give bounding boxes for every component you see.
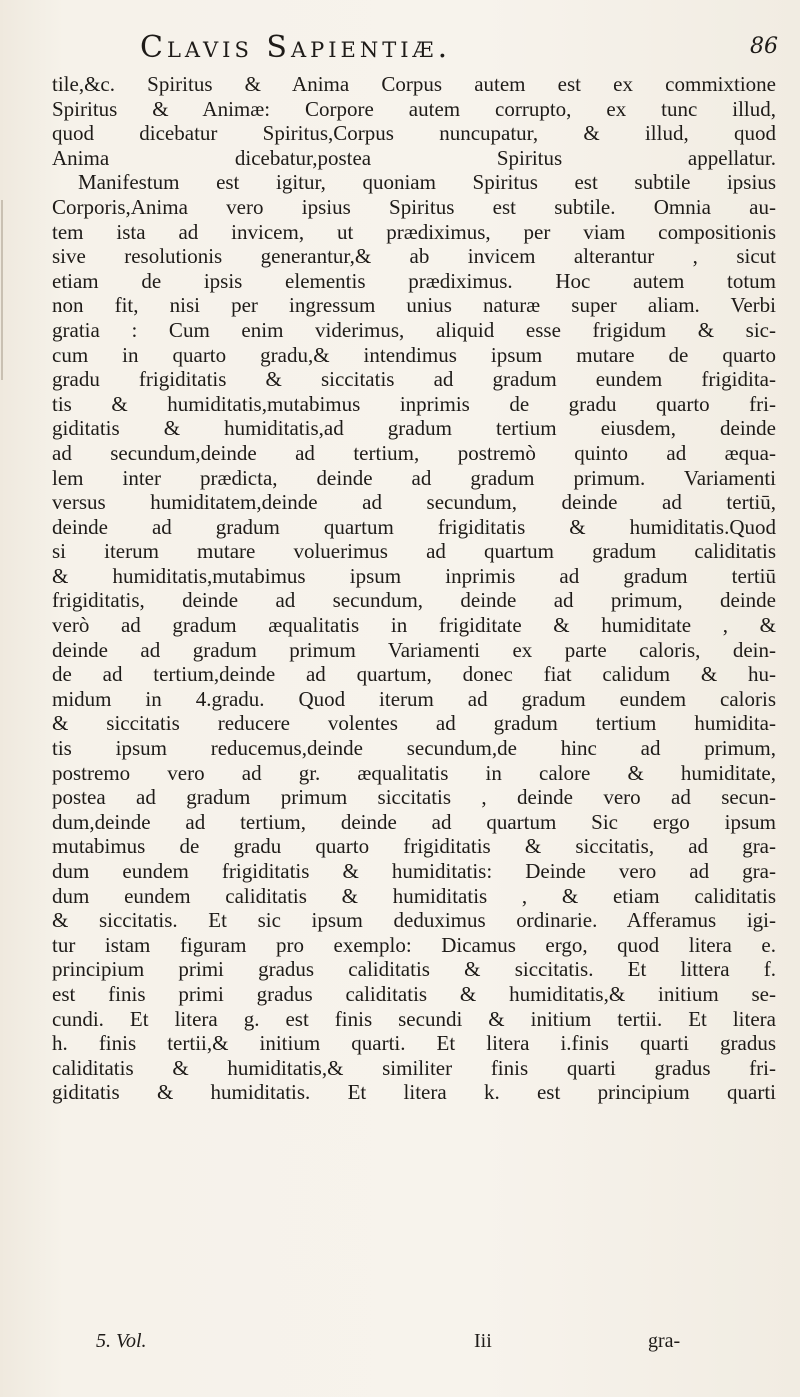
running-title: Clavis Sapientiæ. <box>140 30 452 65</box>
text-line: Manifestum est igitur, quoniam Spiritus est subtile ipsius <box>78 170 776 195</box>
text-line: tis ipsum reducemus,deinde secundum,de hinc ad primum, <box>52 736 776 761</box>
text-line: midum in 4.gradu. Quod iterum ad gradum eundem caloris <box>52 686 776 711</box>
text-line: deinde ad gradum primum Variamenti ex parte caloris, dein- <box>52 637 776 662</box>
text-line: si iterum mutare voluerimus ad quartum gradum caliditatis <box>52 539 776 564</box>
text-line: cundi. Et litera g. est finis secundi & initium tertii. Et litera <box>52 1006 776 1031</box>
gathering-signature: Iii <box>474 1330 492 1352</box>
page-header <box>0 30 800 70</box>
text-line: principium primi gradus caliditatis & siccitatis. Et littera f. <box>52 957 776 982</box>
text-line: Anima dicebatur,postea Spiritus appellatur. <box>52 145 776 170</box>
text-line: caliditatis & humiditatis,& similiter finis quarti gradus fri- <box>52 1055 776 1080</box>
page-number: 86 <box>750 34 778 59</box>
text-line: postea ad gradum primum siccitatis , deinde vero ad secun- <box>52 785 776 810</box>
text-line: giditatis & humiditatis,ad gradum tertium eiusdem, deinde <box>52 416 776 441</box>
text-line: mutabimus de gradu quarto frigiditatis & siccitatis, ad gra- <box>52 834 776 859</box>
page-footer <box>0 1330 800 1358</box>
text-line: lem inter prædicta, deinde ad gradum primum. Variamenti <box>52 465 776 490</box>
text-line: verò ad gradum æqualitatis in frigiditate & humiditate , & <box>52 613 776 638</box>
text-line: est finis primi gradus caliditatis & humiditatis,& initium se- <box>52 981 776 1006</box>
text-line: versus humiditatem,deinde ad secundum, deinde ad tertiū, <box>52 490 776 515</box>
text-line: tur istam figuram pro exemplo: Dicamus ergo, quod litera e. <box>52 932 776 957</box>
text-line: giditatis & humiditatis. Et litera k. est principium quarti <box>52 1080 776 1105</box>
text-line: dum,deinde ad tertium, deinde ad quartum Sic ergo ipsum <box>52 809 776 834</box>
text-line: postremo vero ad gr. æqualitatis in calore & humiditate, <box>52 760 776 785</box>
catchword: gra- <box>648 1330 681 1352</box>
text-line: etiam de ipsis elementis prædiximus. Hoc autem totum <box>52 268 776 293</box>
text-line: deinde ad gradum quartum frigiditatis & humiditatis.Quod <box>52 514 776 539</box>
text-line: & siccitatis. Et sic ipsum deduximus ordinarie. Afferamus igi- <box>52 908 776 933</box>
text-line: dum eundem caliditatis & humiditatis , & etiam caliditatis <box>52 883 776 908</box>
text-line: quod dicebatur Spiritus,Corpus nuncupatur, & illud, quod <box>52 121 776 146</box>
text-line: tem ista ad invicem, ut prædiximus, per viam compositionis <box>52 219 776 244</box>
text-line: gratia : Cum enim viderimus, aliquid esse frigidum & sic- <box>52 317 776 342</box>
text-line: non fit, nisi per ingressum unius naturæ super aliam. Verbi <box>52 293 776 318</box>
text-line: & humiditatis,mutabimus ipsum inprimis ad gradum tertiū <box>52 563 776 588</box>
text-line: Corporis,Anima vero ipsius Spiritus est subtile. Omnia au- <box>52 194 776 219</box>
text-line: tile,&c. Spiritus & Anima Corpus autem est ex commixtione <box>52 72 776 96</box>
text-line: ad secundum,deinde ad tertium, postremò quinto ad æqua- <box>52 440 776 465</box>
text-line: h. finis tertii,& initium quarti. Et litera i.finis quarti gradus <box>52 1031 776 1056</box>
text-line: & siccitatis reducere volentes ad gradum tertium humidita- <box>52 711 776 736</box>
page-edge-shadow <box>1 200 3 380</box>
text-line: Spiritus & Animæ: Corpore autem corrupto, ex tunc illud, <box>52 96 776 121</box>
text-line: tis & humiditatis,mutabimus inprimis de gradu quarto fri- <box>52 391 776 416</box>
text-line: gradu frigiditatis & siccitatis ad gradum eundem frigidita- <box>52 367 776 392</box>
text-line: dum eundem frigiditatis & humiditatis: Deinde vero ad gra- <box>52 859 776 883</box>
text-line: sive resolutionis generantur,& ab invicem alterantur , sicut <box>52 244 776 269</box>
text-line: cum in quarto gradu,& intendimus ipsum mutare de quarto <box>52 342 776 367</box>
volume-signature: 5. Vol. <box>96 1330 147 1352</box>
body-text <box>52 72 776 1105</box>
text-line: frigiditatis, deinde ad secundum, deinde ad primum, deinde <box>52 588 776 613</box>
text-line: de ad tertium,deinde ad quartum, donec fiat calidum & hu- <box>52 662 776 687</box>
